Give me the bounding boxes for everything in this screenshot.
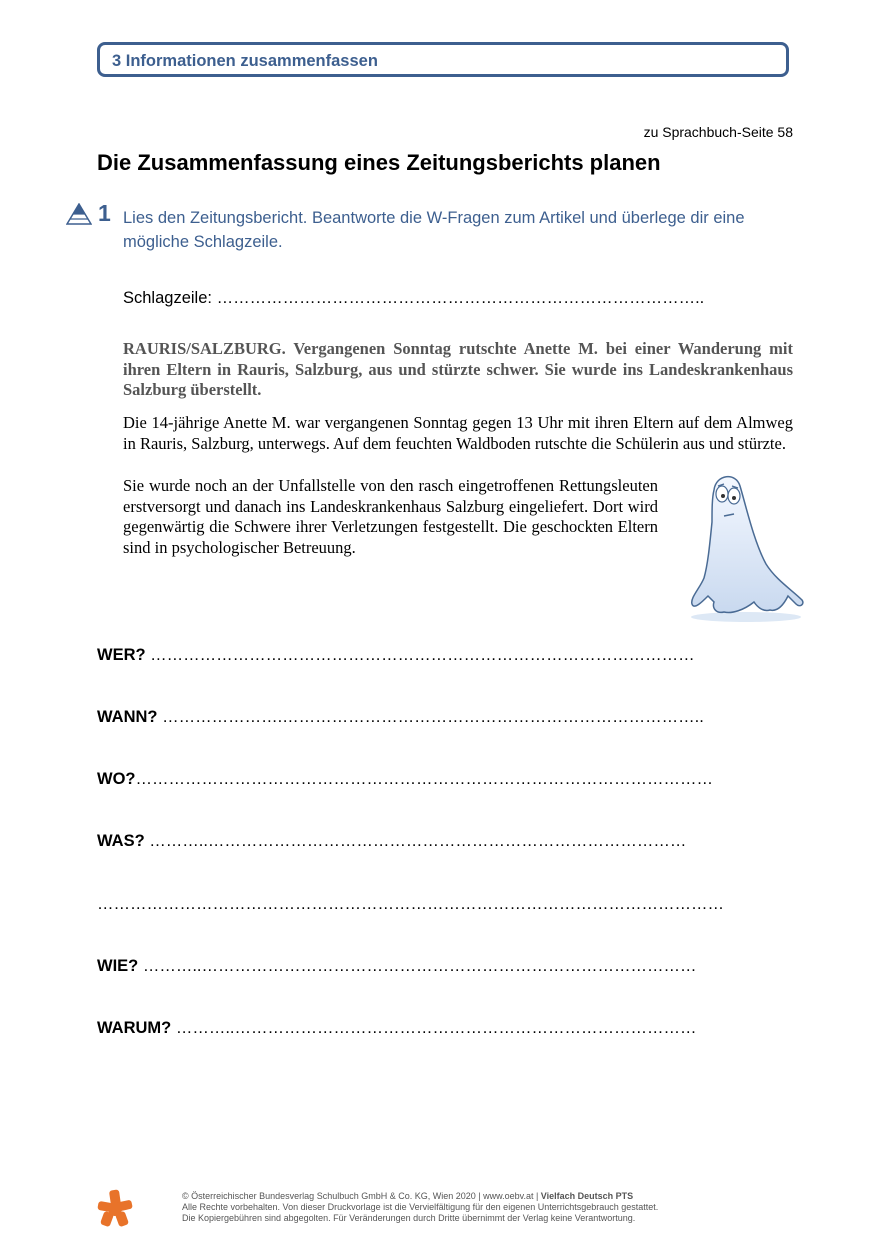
answer-dots: …………………………………………………………………………………………… [135,770,713,788]
publisher-logo-icon [96,1188,134,1228]
question-label: WER? [97,646,146,664]
answer-dots: ………………….………………………………………………………………….. [157,708,704,726]
task-instruction: Lies den Zeitungsbericht. Beantworte die W-Fragen zum Artikel und überlege dir eine mögliche Schlagzeile. [123,209,745,251]
article-lead: RAURIS/SALZBURG. Vergangenen Sonntag rutschte Anette M. bei einer Wanderung mit ihren Eltern in Rauris, Salzburg, aus und stürzte schwer. Sie wurde ins Landeskrankenhaus Salzburg überstellt. [123,339,793,399]
footer-line-2: Alle Rechte vorbehalten. Von dieser Druckvorlage ist die Vervielfältigung für den eigenen Unterrichtsgebrauch gestattet. [182,1202,659,1212]
answer-dots: ……………………………………………………………………………………… [145,646,695,664]
answer-dots: ………..………………………………………………………………………… [171,1019,697,1037]
question-what-continuation[interactable] [97,895,724,914]
question-who[interactable] [97,646,695,665]
headline-label: Schlagzeile: [123,289,212,307]
chapter-header [97,42,789,77]
footer-copyright [182,1191,658,1224]
question-label: WARUM? [97,1019,172,1037]
question-label: WO? [97,770,136,788]
page-title: Die Zusammenfassung eines Zeitungsberichts planen [97,150,661,175]
footer-book-title: Vielfach Deutsch PTS [540,1191,634,1201]
answer-dots: …………………………………………………………………………………………………… [97,895,724,913]
article-paragraph-2: Sie wurde noch an der Unfallstelle von den rasch eingetroffenen Rettungsleuten erstversorgt und danach ins Landeskrankenhaus Salzburg eingeliefert. Dort wird gegenwärtig die Schwere ihrer Verletzungen festgestellt. Die geschockten Eltern sind in psychologischer Betreuung. [123,476,658,557]
headline-field[interactable] [123,289,704,308]
question-where[interactable] [97,770,713,789]
answer-dots: ………..……………………………………………………………………………… [138,957,697,975]
question-label: WAS? [97,832,145,850]
answer-dots: ………..…………………………………………………………………………… [144,832,687,850]
question-when[interactable] [97,708,704,727]
triangle-level-icon [66,203,92,225]
task-number: 1 [98,200,111,226]
headline-dots: …………………………………………………………………………….. [216,289,705,307]
question-why[interactable] [97,1019,697,1038]
article-paragraph-1: Die 14-jährige Anette M. war vergangenen Sonntag gegen 13 Uhr mit ihren Eltern auf dem Almweg in Rauris, Salzburg, unterwegs. Auf dem feuchten Waldboden rutschte die Schülerin aus und stürzte. [123,413,793,453]
footer-line-3: Die Kopiergebühren sind abgegolten. Für Veränderungen durch Dritte übernimmt der Verlag keine Verantwortung. [182,1213,636,1223]
question-how[interactable] [97,957,697,976]
ghost-illustration [684,472,809,624]
chapter-title: 3 Informationen zusammenfassen [112,52,378,70]
question-label: WIE? [97,957,139,975]
page-reference: zu Sprachbuch-Seite 58 [643,124,793,140]
footer-line-1: © Österreichischer Bundesverlag Schulbuch GmbH & Co. KG, Wien 2020 | www.oebv.at | [182,1191,541,1201]
question-what[interactable] [97,832,686,851]
question-label: WANN? [97,708,158,726]
